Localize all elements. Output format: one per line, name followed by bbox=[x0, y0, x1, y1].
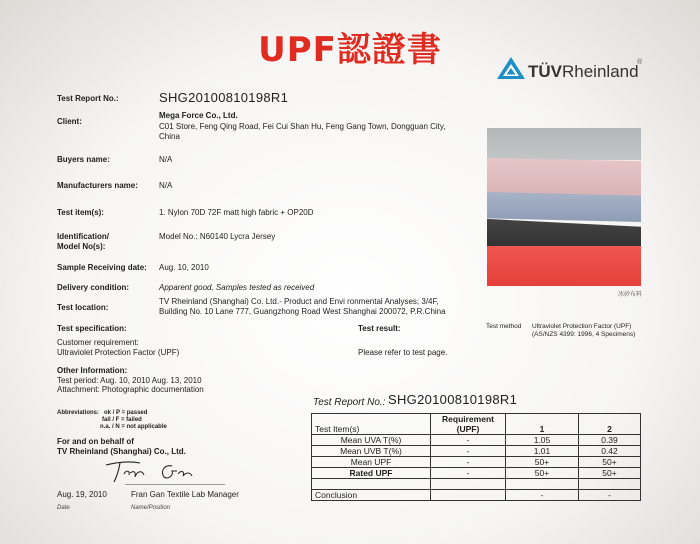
method-label: Test method bbox=[486, 323, 522, 330]
specification-line2: Ultraviolet Protection Factor (UPF) bbox=[57, 348, 180, 357]
method-line1: Ultraviolet Protection Factor (UPF) bbox=[532, 323, 632, 330]
row-v1: 1.01 bbox=[506, 446, 579, 457]
client-label: Client: bbox=[57, 117, 82, 126]
fabric-swatches-photo bbox=[487, 128, 641, 286]
conclusion-item: Conclusion bbox=[312, 490, 431, 501]
brand-name-rest: Rheinland bbox=[562, 62, 639, 81]
identification-label-line2: Model No(s): bbox=[57, 242, 106, 251]
row-item: Mean UPF bbox=[312, 457, 431, 468]
location-line1: TV Rheinland (Shanghai) Co. Ltd.- Product and Envi ronmental Analyses; 3/4F, bbox=[159, 297, 439, 306]
manufacturers-value: N/A bbox=[159, 181, 173, 190]
signoff-date: Aug. 19, 2010 bbox=[57, 490, 107, 499]
table-row bbox=[312, 468, 641, 479]
table-report-number: SHG20100810198R1 bbox=[388, 392, 518, 407]
row-req: - bbox=[431, 435, 506, 446]
signoff-name-position: Fran Gan Textile Lab Manager bbox=[131, 490, 239, 499]
other-info-line1: Test period: Aug. 10, 2010 Aug. 13, 2010 bbox=[57, 376, 202, 385]
report-no-value: SHG20100810198R1 bbox=[159, 90, 289, 105]
test-items-value: 1. Nylon 70D 72F matt high fabric + OP20D bbox=[159, 208, 314, 217]
row-v2: 0.39 bbox=[579, 435, 641, 446]
test-items-label: Test item(s): bbox=[57, 208, 104, 217]
abbreviations-line2: fail / F = failed bbox=[102, 417, 142, 423]
swatch-pink bbox=[487, 158, 641, 196]
signature-icon bbox=[104, 458, 200, 484]
sample-date-label: Sample Receiving date: bbox=[57, 263, 147, 272]
row-req: - bbox=[431, 446, 506, 457]
location-label: Test location: bbox=[57, 303, 109, 312]
header-col1: 1 bbox=[506, 414, 579, 435]
buyers-value: N/A bbox=[159, 155, 173, 164]
row-req: - bbox=[431, 457, 506, 468]
row-v2: 0.42 bbox=[579, 446, 641, 457]
result-label: Test result: bbox=[358, 324, 401, 333]
other-info-line2: Attachment: Photographic documentation bbox=[57, 385, 204, 394]
table-report-label: Test Report No.: bbox=[313, 397, 386, 408]
table-header-row bbox=[312, 414, 641, 435]
row-v2: 50+ bbox=[579, 457, 641, 468]
table-conclusion-row bbox=[312, 490, 641, 501]
row-v2: 50+ bbox=[579, 468, 641, 479]
abbreviations-label: Abbreviations: bbox=[57, 410, 100, 416]
header-requirement-line2: (UPF) bbox=[456, 424, 480, 434]
row-req: - bbox=[431, 468, 506, 479]
row-item: Rated UPF bbox=[312, 468, 431, 479]
delivery-label: Delivery condition: bbox=[57, 283, 130, 292]
client-name: Mega Force Co., Ltd. bbox=[159, 111, 238, 120]
conclusion-req bbox=[431, 490, 506, 501]
row-v1: 1.05 bbox=[506, 435, 579, 446]
conclusion-v2: - bbox=[579, 490, 641, 501]
tuv-logo bbox=[496, 56, 526, 85]
header-requirement-line1: Requirement bbox=[442, 414, 494, 424]
identification-label-line1: Identification/ bbox=[57, 232, 109, 241]
sample-date-value: Aug. 10, 2010 bbox=[159, 263, 209, 272]
delivery-value: Apparent good, Samples tested as received bbox=[159, 283, 315, 292]
behalf-line2: TV Rheinland (Shanghai) Co., Ltd. bbox=[57, 447, 186, 456]
triangle-logo-icon bbox=[496, 56, 526, 80]
table-row bbox=[312, 457, 641, 468]
table-spacer-row bbox=[312, 479, 641, 490]
abbreviations-line3: n.a. / N = not applicable bbox=[100, 424, 167, 430]
brand-name-bold: TÜV bbox=[528, 62, 562, 81]
registered-mark: ® bbox=[637, 59, 643, 66]
header-test-items: Test Item(s) bbox=[312, 414, 431, 435]
client-address-line1: C01 Store, Feng Qing Road, Fei Cui Shan Hu, Feng Gang Town, Dongguan City, bbox=[159, 122, 446, 131]
row-v1: 50+ bbox=[506, 468, 579, 479]
abbreviations-line1: ok / P = passed bbox=[104, 410, 148, 416]
result-value: Please refer to test page. bbox=[358, 348, 448, 357]
other-info-label: Other Information: bbox=[57, 366, 128, 375]
method-line2: (AS/NZS 4399: 1996, 4 Specimens) bbox=[532, 331, 636, 338]
identification-value: Model No.: N60140 Lycra Jersey bbox=[159, 232, 276, 241]
upf-results-table bbox=[311, 413, 641, 501]
specification-label: Test specification: bbox=[57, 324, 127, 333]
header-col2: 2 bbox=[579, 414, 641, 435]
header-requirement bbox=[431, 414, 506, 435]
behalf-line1: For and on behalf of bbox=[57, 437, 134, 446]
certificate-title: UPF認證書 bbox=[258, 30, 442, 70]
row-item: Mean UVA T(%) bbox=[312, 435, 431, 446]
buyers-label: Buyers name: bbox=[57, 155, 110, 164]
location-line2: Building No. 10 Lane 777, Guangzhong Road West Shanghai 200072, P.R.China bbox=[159, 307, 446, 316]
manufacturers-label: Manufacturers name: bbox=[57, 181, 138, 190]
table-row bbox=[312, 435, 641, 446]
specification-line1: Customer requirement: bbox=[57, 338, 139, 347]
row-item: Mean UVB T(%) bbox=[312, 446, 431, 457]
table-row bbox=[312, 446, 641, 457]
swatch-red bbox=[487, 246, 641, 286]
name-caption: Name/Position bbox=[131, 505, 171, 511]
swatch-blue bbox=[487, 192, 641, 222]
date-caption: Date bbox=[57, 505, 70, 511]
row-v1: 50+ bbox=[506, 457, 579, 468]
brand-name bbox=[528, 62, 639, 82]
report-no-label: Test Report No.: bbox=[57, 94, 119, 103]
client-address-line2: China bbox=[159, 132, 180, 141]
swatch-caption: 冰砂布料 bbox=[618, 291, 643, 298]
conclusion-v1: - bbox=[506, 490, 579, 501]
swatch-gray bbox=[487, 128, 641, 160]
signature-line bbox=[125, 484, 225, 485]
